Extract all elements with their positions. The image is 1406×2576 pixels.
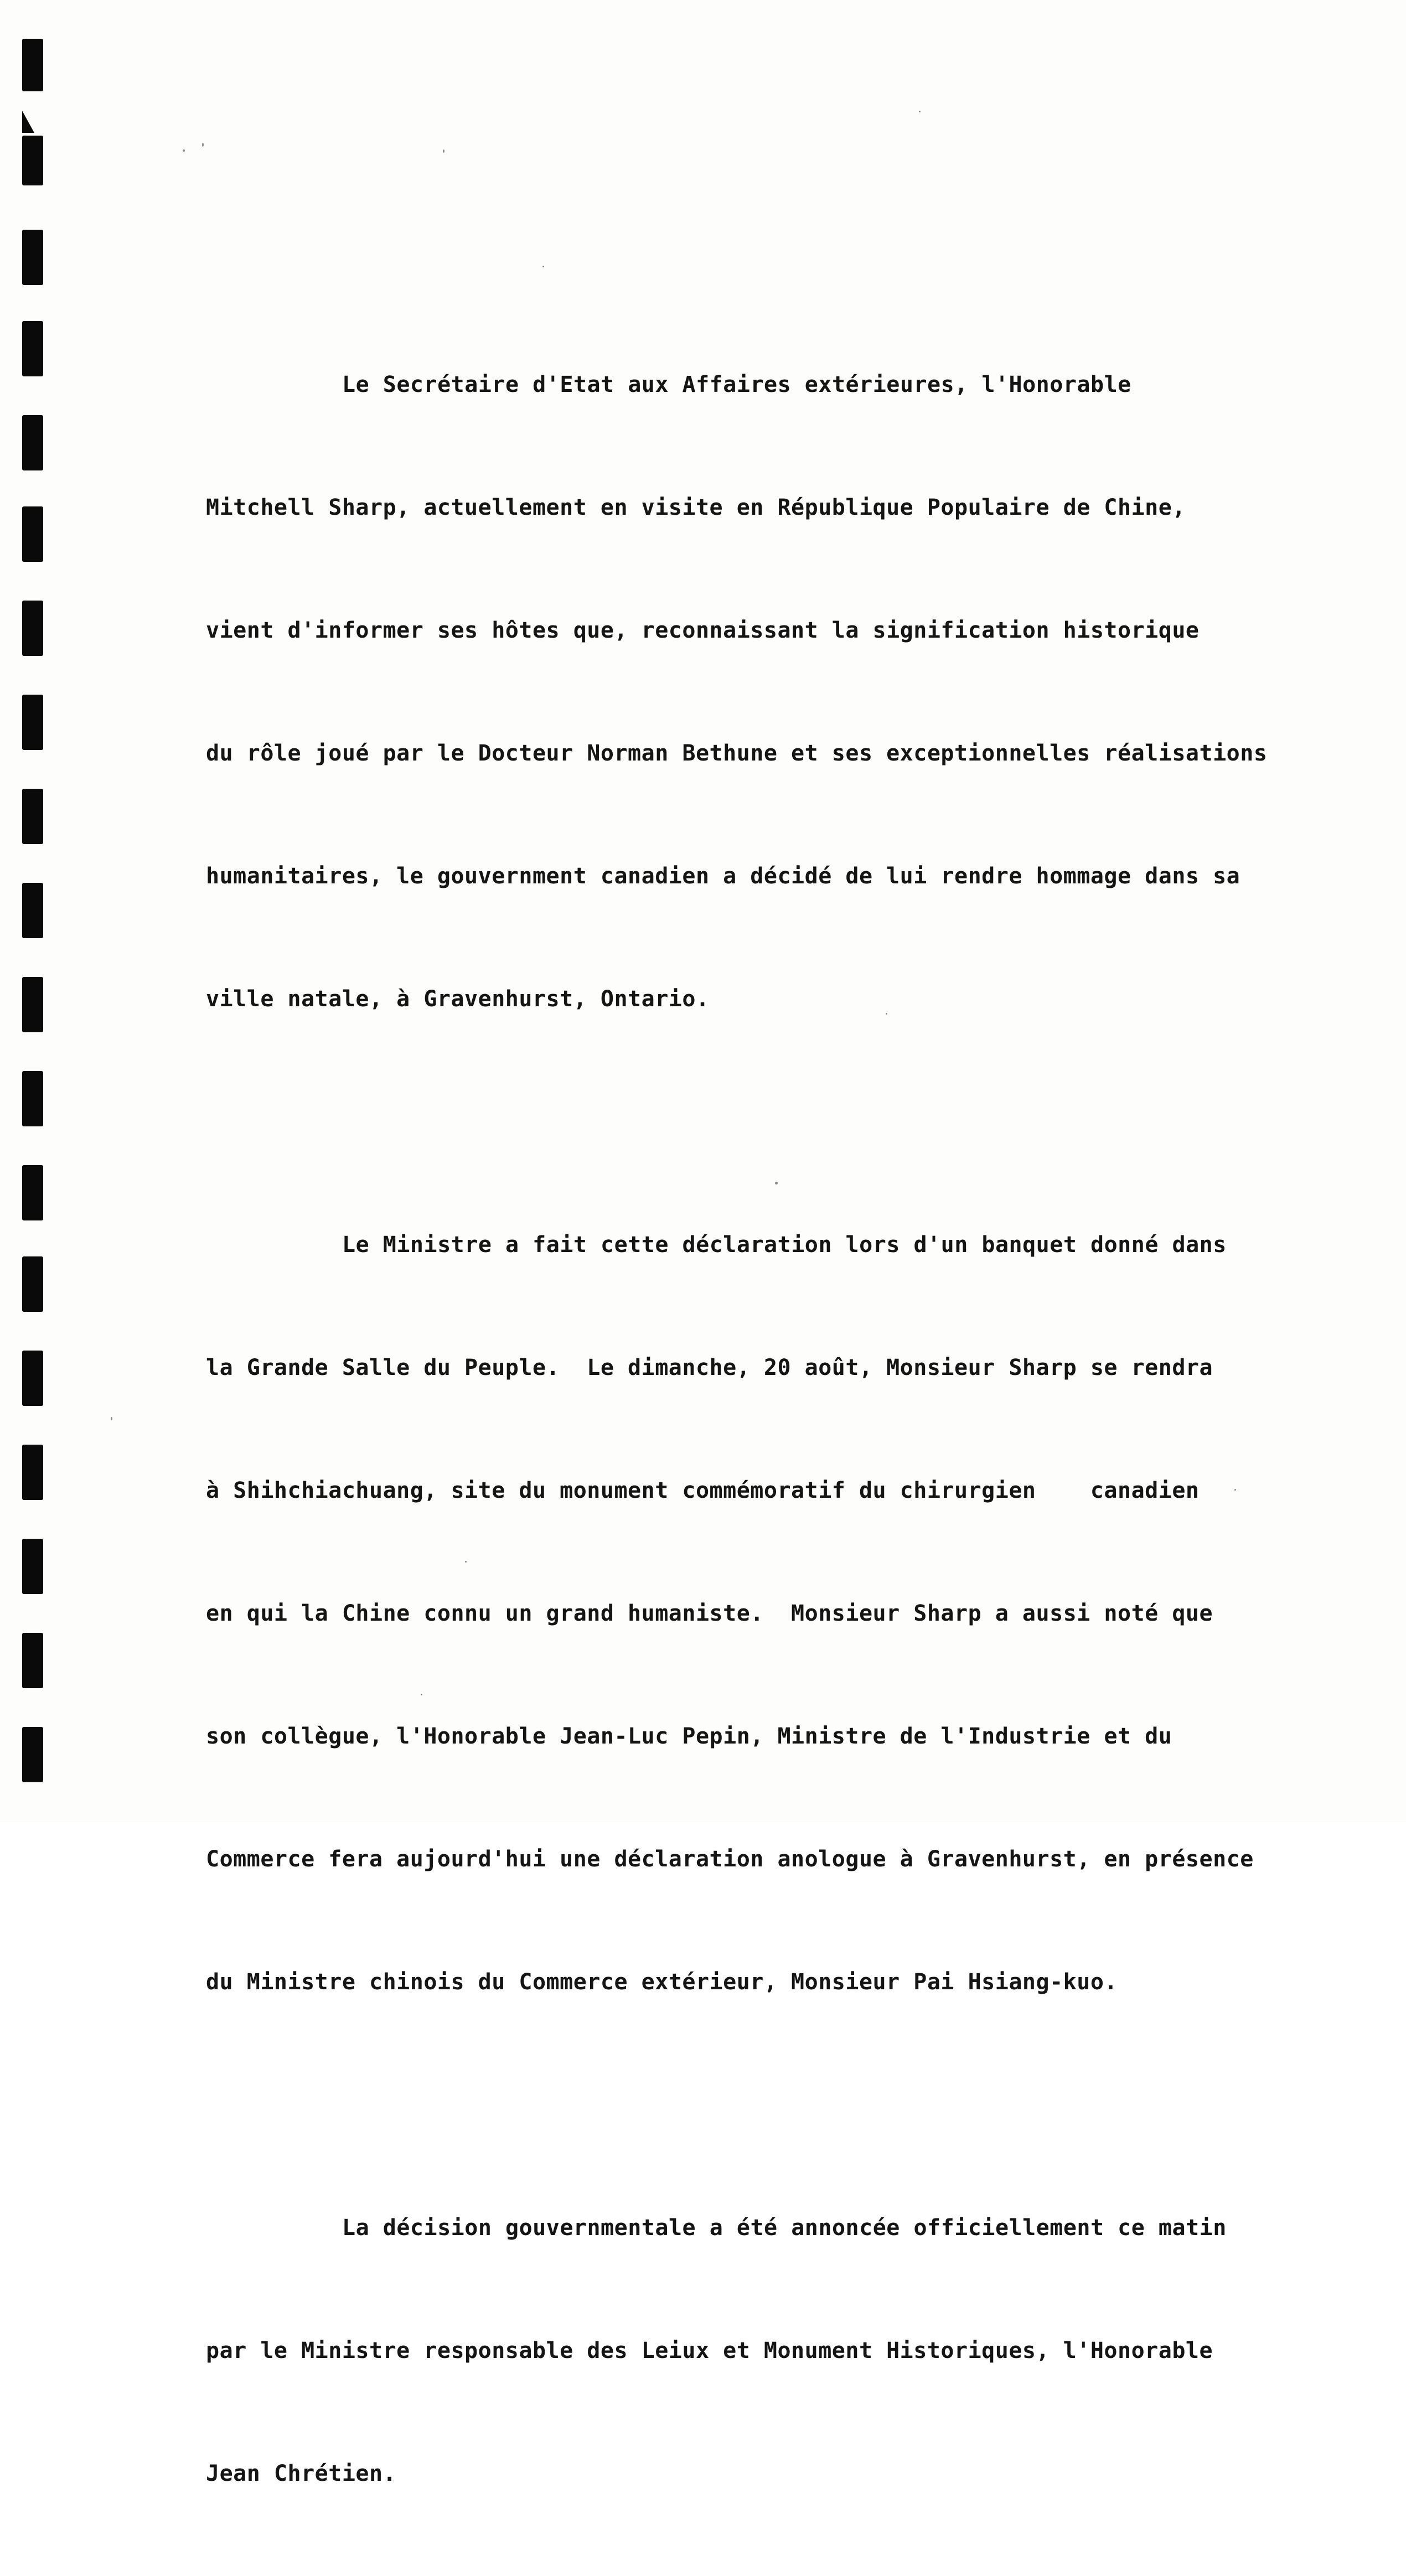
- binding-hole: [22, 1071, 43, 1126]
- binding-hole: [22, 1165, 43, 1220]
- text-line: du Ministre chinois du Commerce extérieur, Monsieur Pai Hsiang-kuo.: [206, 1969, 1118, 1995]
- binding-hole: [22, 1727, 43, 1782]
- binding-hole: [22, 321, 43, 376]
- binding-hole: [22, 695, 43, 750]
- text-line: Le Secrétaire d'Etat aux Affaires extérieures, l'Honorable: [342, 372, 1131, 397]
- text-line: La décision gouvernmentale a été annoncée officiellement ce matin: [342, 2215, 1227, 2241]
- text-line: Commerce fera aujourd'hui une déclaration anologue à Gravenhurst, en présence: [206, 1846, 1254, 1872]
- scan-speck: [542, 266, 544, 267]
- binding-hole: [22, 789, 43, 844]
- scan-speck: [202, 143, 204, 147]
- paragraph-1: [206, 282, 1291, 1101]
- scan-speck: [775, 1182, 778, 1184]
- scan-speck: [1234, 1489, 1236, 1491]
- binding-hole: [22, 1256, 43, 1312]
- binding-hole: [22, 883, 43, 938]
- text-line: ville natale, à Gravenhurst, Ontario.: [206, 986, 710, 1012]
- text-line: par le Ministre responsable des Leiux et Monument Historiques, l'Honorable: [206, 2338, 1213, 2363]
- binding-hole: [22, 1633, 43, 1688]
- text-line: en qui la Chine connu un grand humaniste. Monsieur Sharp a aussi noté que: [206, 1601, 1213, 1626]
- text-line: Le Ministre a fait cette déclaration lors d'un banquet donné dans: [342, 1232, 1227, 1258]
- scan-speck: [465, 1561, 467, 1563]
- text-line: la Grande Salle du Peuple. Le dimanche, 20 août, Monsieur Sharp se rendra: [206, 1355, 1213, 1380]
- scan-speck: [443, 149, 444, 153]
- text-line: du rôle joué par le Docteur Norman Bethune et ses exceptionnelles réalisations: [206, 741, 1268, 766]
- scan-speck: [421, 1694, 422, 1695]
- binding-hole: [22, 601, 43, 656]
- scan-speck: [919, 111, 921, 112]
- memo-body: [206, 282, 1291, 2576]
- binding-hole: [22, 415, 43, 470]
- paragraph-2: [206, 1142, 1291, 2084]
- binding-hole: [22, 1539, 43, 1594]
- text-line: son collègue, l'Honorable Jean-Luc Pepin, Ministre de l'Industrie et du: [206, 1724, 1172, 1749]
- binding-tab: [22, 111, 34, 133]
- scan-speck: [886, 1013, 887, 1015]
- binding-hole: [22, 230, 43, 285]
- binding-hole: [22, 506, 43, 562]
- binding-hole: [22, 977, 43, 1032]
- text-line: Mitchell Sharp, actuellement en visite en République Populaire de Chine,: [206, 495, 1186, 520]
- binding-hole: [22, 39, 43, 91]
- text-line: vient d'informer ses hôtes que, reconnaissant la signification historique: [206, 618, 1200, 643]
- scan-speck: [111, 1417, 112, 1420]
- text-line: à Shihchiachuang, site du monument commémoratif du chirurgien canadien: [206, 1478, 1200, 1503]
- binding-hole: [22, 136, 43, 185]
- text-line: Jean Chrétien.: [206, 2461, 397, 2486]
- binding-holes: [22, 39, 44, 1799]
- scan-speck: [183, 149, 185, 152]
- paragraph-3: [206, 2125, 1291, 2576]
- binding-hole: [22, 1445, 43, 1500]
- binding-hole: [22, 1351, 43, 1406]
- text-line: humanitaires, le gouvernment canadien a décidé de lui rendre hommage dans sa: [206, 863, 1240, 889]
